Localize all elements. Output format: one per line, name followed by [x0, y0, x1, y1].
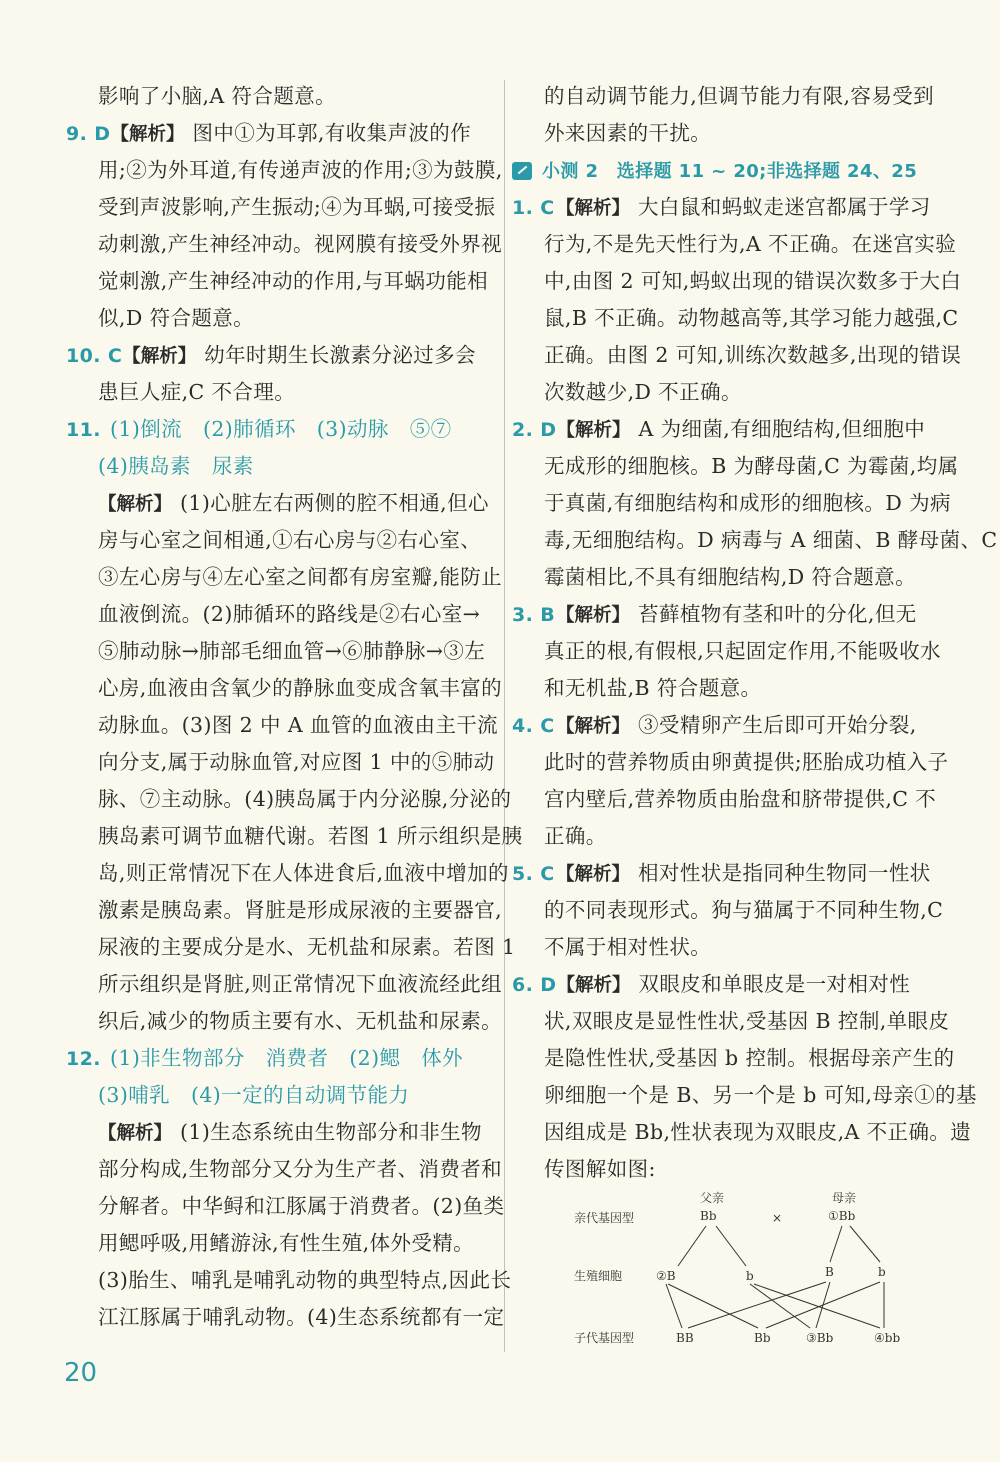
text-line — [512, 411, 948, 448]
body-text: 双眼皮和单眼皮是一对相对性 — [638, 972, 911, 996]
text-line — [66, 781, 512, 818]
body-text: 中,由图 2 可知,蚂蚁出现的错误次数多于大白 — [544, 269, 962, 293]
analysis-tag: 【解析】 — [122, 346, 197, 367]
body-text: (3)胎生、哺乳是哺乳动物的典型特点,因此长 — [98, 1268, 512, 1292]
body-text: 岛,则正常情况下在人体进食后,血液中增加的 — [98, 861, 509, 885]
text-line — [512, 263, 962, 300]
child-2: Bb — [754, 1331, 771, 1345]
text-line — [512, 707, 948, 744]
text-line — [66, 633, 496, 670]
body-text: 卵细胞一个是 B、另一个是 b 可知,母亲①的基 — [544, 1083, 977, 1107]
body-text: (1)生态系统由生物部分和非生物 — [180, 1120, 482, 1144]
text-line — [512, 670, 948, 707]
body-text: 真正的根,有假根,只起固定作用,不能吸收水 — [544, 639, 941, 663]
text-line — [66, 596, 496, 633]
body-text: A 为细菌,有细胞结构,但细胞中 — [638, 417, 926, 441]
text-line — [512, 300, 959, 337]
body-text: 状,双眼皮是显性性状,受基因 B 控制,单眼皮 — [544, 1009, 950, 1033]
question-number: 3. B — [512, 604, 556, 626]
analysis-tag: 【解析】 — [556, 605, 631, 626]
text-line — [66, 818, 523, 855]
body-text: 影响了小脑,A 符合题意。 — [98, 84, 337, 108]
body-text: 动刺激,产生神经冲动。视网膜有接受外界视 — [98, 232, 503, 256]
body-text: 向分支,属于动脉血管,对应图 1 中的⑤肺动 — [98, 750, 495, 774]
mother-genotype: ①Bb — [828, 1209, 856, 1223]
text-line — [512, 855, 948, 892]
text-line — [512, 1077, 977, 1114]
text-line — [66, 744, 496, 781]
analysis-tag: 【解析】 — [98, 1123, 173, 1144]
text-line — [512, 559, 948, 596]
text-line — [512, 485, 951, 522]
body-text: 图中①为耳郭,有收集声波的作 — [192, 121, 472, 145]
page-number: 20 — [64, 1358, 98, 1388]
body-text: 是隐性性状,受基因 b 控制。根据母亲产生的 — [544, 1046, 955, 1070]
text-line — [512, 633, 948, 670]
text-line — [66, 1262, 512, 1299]
text-line — [66, 411, 496, 448]
body-text: 传图解如图: — [544, 1157, 656, 1181]
body-text: 激素是胰岛素。肾脏是形成尿液的主要器官, — [98, 898, 503, 922]
body-text: 动脉血。(3)图 2 中 A 血管的血液由主干流 — [98, 713, 499, 737]
analysis-tag: 【解析】 — [556, 975, 631, 996]
question-number: 2. D — [512, 419, 557, 441]
text-line — [66, 855, 509, 892]
question-number: 9. D — [66, 123, 111, 145]
text-line — [512, 115, 948, 152]
body-text: 正确。由图 2 可知,训练次数越多,出现的错误 — [544, 343, 962, 367]
text-line — [66, 707, 499, 744]
body-text: 江江豚属于哺乳动物。(4)生态系统都有一定 — [98, 1305, 505, 1329]
row-label-child: 子代基因型 — [574, 1331, 635, 1345]
cross-arrows — [666, 1226, 884, 1328]
mother-label: 母亲 — [832, 1191, 857, 1205]
analysis-tag: 【解析】 — [110, 124, 185, 145]
child-4: ④bb — [874, 1331, 901, 1345]
row-label-parent: 亲代基因型 — [574, 1211, 635, 1225]
body-text: 所示组织是肾脏,则正常情况下血液流经此组 — [98, 972, 503, 996]
cross-symbol: × — [772, 1211, 783, 1225]
text-line — [512, 596, 948, 633]
text-line — [66, 189, 496, 226]
body-text: ③左心房与④左心室之间都有房室瓣,能防止 — [98, 565, 503, 589]
answer-text: (1)倒流 (2)肺循环 (3)动脉 ⑤⑦ — [110, 417, 452, 441]
text-line — [512, 522, 998, 559]
body-text: (1)心脏左右两侧的腔不相通,但心 — [180, 491, 489, 515]
body-text: 的不同表现形式。狗与猫属于不同种生物,C — [544, 898, 944, 922]
body-text: 相对性状是指同种生物同一性状 — [638, 861, 931, 885]
body-text: 心房,血液由含氧少的静脉血变成含氧丰富的 — [98, 676, 503, 700]
answer-text: (4)胰岛素 尿素 — [98, 454, 254, 478]
gamete-2: b — [746, 1269, 754, 1283]
text-line — [66, 1040, 496, 1077]
question-number: 12. — [66, 1048, 101, 1070]
body-text: 受到声波影响,产生振动;④为耳蜗,可接受振 — [98, 195, 496, 219]
body-text: 大白鼠和蚂蚁走迷宫都属于学习 — [638, 195, 931, 219]
text-line — [66, 263, 496, 300]
text-line — [66, 448, 496, 485]
text-line — [66, 152, 503, 189]
text-line — [66, 485, 496, 522]
text-line — [512, 78, 948, 115]
body-text: 用;②为外耳道,有传递声波的作用;③为鼓膜, — [98, 158, 503, 182]
body-text: 外来因素的干扰。 — [544, 121, 712, 145]
text-line — [66, 966, 503, 1003]
text-line — [66, 670, 503, 707]
text-line — [66, 1077, 496, 1114]
text-line — [66, 226, 503, 263]
question-number: 11. — [66, 419, 101, 441]
text-line — [512, 781, 948, 818]
question-number: 5. C — [512, 863, 555, 885]
answer-text: (1)非生物部分 消费者 (2)鳃 体外 — [110, 1046, 464, 1070]
body-text: 部分构成,生物部分又分为生产者、消费者和 — [98, 1157, 503, 1181]
text-line — [512, 152, 948, 189]
text-line — [512, 744, 948, 781]
question-number: 6. D — [512, 974, 557, 996]
text-line — [66, 78, 496, 115]
gamete-3: B — [825, 1265, 834, 1279]
body-text: 霉菌相比,不具有细胞结构,D 符合题意。 — [544, 565, 916, 589]
body-text: 幼年时期生长激素分泌过多会 — [204, 343, 476, 367]
body-text: 觉刺激,产生神经冲动的作用,与耳蜗功能相 — [98, 269, 489, 293]
text-line — [66, 115, 496, 152]
analysis-tag: 【解析】 — [556, 716, 631, 737]
body-text: 于真菌,有细胞结构和成形的细胞核。D 为病 — [544, 491, 951, 515]
body-text: 房与心室之间相通,①右心房与②右心室、 — [98, 528, 482, 552]
pencil-icon — [512, 162, 532, 180]
text-line — [512, 892, 948, 929]
left-column — [66, 78, 523, 1336]
gamete-4: b — [878, 1265, 886, 1279]
text-line — [512, 1114, 972, 1151]
text-line — [66, 522, 496, 559]
analysis-tag: 【解析】 — [556, 420, 631, 441]
body-text: 鼠,B 不正确。动物越高等,其学习能力越强,C — [544, 306, 959, 330]
text-line — [66, 1299, 505, 1336]
analysis-tag: 【解析】 — [98, 494, 173, 515]
analysis-tag: 【解析】 — [556, 864, 631, 885]
body-text: 此时的营养物质由卵黄提供;胚胎成功植入子 — [544, 750, 949, 774]
text-line — [512, 929, 948, 966]
gamete-1: ②B — [656, 1269, 676, 1283]
text-line — [66, 1188, 505, 1225]
body-text: 无成形的细胞核。B 为酵母菌,C 为霉菌,均属 — [544, 454, 959, 478]
body-text: 行为,不是先天性行为,A 不正确。在迷宫实验 — [544, 232, 957, 256]
text-line — [512, 966, 948, 1003]
child-1: BB — [676, 1331, 694, 1345]
question-number: 4. C — [512, 715, 555, 737]
section-heading: 小测 2 选择题 11 ~ 20;非选择题 24、25 — [542, 161, 918, 182]
body-text: 苔藓植物有茎和叶的分化,但无 — [638, 602, 917, 626]
body-text: 宫内壁后,营养物质由胎盘和脐带提供,C 不 — [544, 787, 937, 811]
question-number: 1. C — [512, 197, 555, 219]
text-line — [66, 1151, 503, 1188]
text-line — [66, 929, 516, 966]
text-line — [66, 300, 496, 337]
text-line — [66, 1003, 503, 1040]
father-label: 父亲 — [700, 1191, 725, 1205]
right-column — [512, 78, 998, 1188]
body-text: 患巨人症,C 不合理。 — [98, 380, 296, 404]
text-line — [66, 1114, 496, 1151]
body-text: 不属于相对性状。 — [544, 935, 712, 959]
text-line — [512, 1040, 955, 1077]
body-text: ③受精卵产生后即可开始分裂, — [638, 713, 917, 737]
body-text: 分解者。中华鲟和江豚属于消费者。(2)鱼类 — [98, 1194, 505, 1218]
text-line — [512, 226, 957, 263]
column-divider — [504, 80, 505, 1352]
text-line — [512, 1003, 948, 1040]
body-text: 因组成是 Bb,性状表现为双眼皮,A 不正确。遗 — [544, 1120, 972, 1144]
body-text: 正确。 — [544, 824, 607, 848]
child-3: ③Bb — [806, 1331, 834, 1345]
analysis-tag: 【解析】 — [556, 198, 631, 219]
text-line — [66, 559, 503, 596]
question-number: 10. C — [66, 345, 123, 367]
body-text: 脉、⑦主动脉。(4)胰岛属于内分泌腺,分泌的 — [98, 787, 512, 811]
body-text: 尿液的主要成分是水、无机盐和尿素。若图 1 — [98, 935, 516, 959]
body-text: ⑤肺动脉→肺部毛细血管→⑥肺静脉→③左 — [98, 639, 486, 663]
body-text: 和无机盐,B 符合题意。 — [544, 676, 762, 700]
text-line — [512, 337, 962, 374]
body-text: 用鳃呼吸,用鳍游泳,有性生殖,体外受精。 — [98, 1231, 475, 1255]
row-label-gamete: 生殖细胞 — [574, 1269, 623, 1283]
text-line — [512, 189, 948, 226]
text-line — [66, 892, 503, 929]
body-text: 织后,减少的物质主要有水、无机盐和尿素。 — [98, 1009, 503, 1033]
text-line — [66, 374, 496, 411]
text-line — [66, 1225, 496, 1262]
genetic-cross-diagram — [560, 1180, 940, 1350]
text-line — [512, 818, 948, 855]
text-line — [512, 374, 948, 411]
text-line — [512, 448, 959, 485]
body-text: 血液倒流。(2)肺循环的路线是②右心室→ — [98, 602, 481, 626]
answer-text: (3)哺乳 (4)一定的自动调节能力 — [98, 1083, 410, 1107]
text-line — [66, 337, 496, 374]
body-text: 似,D 符合题意。 — [98, 306, 255, 330]
body-text: 次数越少,D 不正确。 — [544, 380, 742, 404]
body-text: 毒,无细胞结构。D 病毒与 A 细菌、B 酵母菌、C — [544, 528, 998, 552]
father-genotype: Bb — [700, 1209, 717, 1223]
body-text: 的自动调节能力,但调节能力有限,容易受到 — [544, 84, 935, 108]
body-text: 胰岛素可调节血糖代谢。若图 1 所示组织是胰 — [98, 824, 523, 848]
